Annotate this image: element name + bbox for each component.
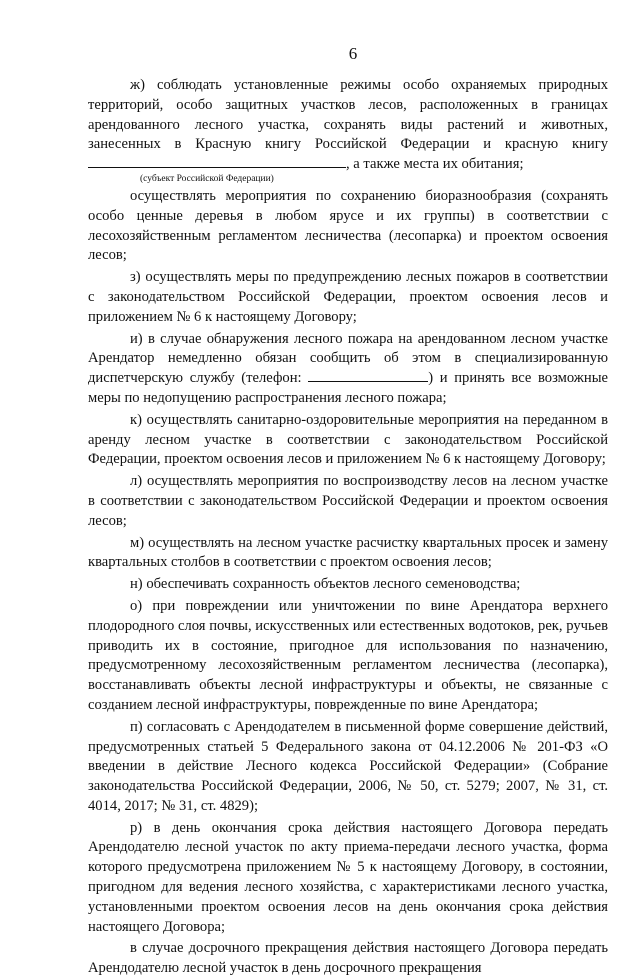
clause-i	[88, 330, 608, 409]
clause-biodiversity: осуществлять мероприятия по сохранению биоразнообразия (сохранять особо ценные деревья в любом ярусе и их группы) в соответствии с лесохозяйственным регламентом лесничества (лесопарка) и проектом освоения лесов;	[88, 187, 608, 264]
subject-caption: (субъект Российской Федерации)	[140, 173, 274, 184]
clause-m: м) осуществлять на лесном участке расчистку квартальных просек и замену квартальных столбов в соответствии с проектом освоения лесов;	[88, 534, 608, 571]
clause-zh-line-2: территорий, особо защитных участков лесов, расположенных в границах	[88, 96, 608, 113]
clause-i-start: и) в случае обнаружения лесного пожара на арендованном лесном участке Арендатор немедленно обязан сообщить об этом в специализированную диспетчерскую службу (телефон:	[88, 330, 608, 387]
phone-blank	[308, 381, 428, 382]
clause-z: з) осуществлять меры по предупреждению лесных пожаров в соответствии с законодательством Российской Федерации, проектом освоения лесов и приложением № 6 к настоящему Договору;	[88, 269, 608, 325]
clause-l: л) осуществлять мероприятия по воспроизводству лесов на лесном участке в соответствии с законодательством Российской Федерации и проектом освоения лесов;	[88, 473, 608, 529]
clause-early-termination: в случае досрочного прекращения действия настоящего Договора передать Арендодателю лесной участок в день досрочного прекращения	[88, 940, 608, 977]
clause-p: п) согласовать с Арендодателем в письменной форме совершение действий, предусмотренных статьей 5 Федерального закона от 04.12.2006 № 201-ФЗ «О введении в действие Лесного кодекса Российской Федерации» (Собрание законодательства Российской Федерации, 2006, № 50, ст. 5279; 2007, № 31, ст. 4014, 2017; № 31, ст. 4829);	[88, 718, 608, 814]
clause-r: р) в день окончания срока действия настоящего Договора передать Арендодателю лесной участок по акту приема-передачи лесного участка, форма которого предусмотрена приложением № 5 к настоящему Договору, в состоянии, пригодном для ведения лесного хозяйства, с характеристиками лесного участка, установленными проектом освоения лесов на день окончания срока действия настоящего Договора;	[88, 819, 608, 935]
clause-o: о) при повреждении или уничтожении по вине Арендатора верхнего плодородного слоя почвы, искусственных или естественных водотоков, рек, ручьев приводить их в состояние, пригодное для использования по назначению, предусмотренному лесохозяйственным регламентом лесничества (лесопарка), восстанавливать объекты лесной инфраструктуры и объекты, не связанные с созданием лесной инфраструктуры, поврежденные по вине Арендатора;	[88, 597, 608, 713]
clause-zh-line-3: арендованного лесного участка, сохранять виды растений и животных,	[88, 116, 608, 133]
clause-k: к) осуществлять санитарно-оздоровительные мероприятия на переданном в аренду лесном участке в соответствии с законодательством Российской Федерации, проектом освоения лесов и приложением № 6 к настоящему Договору;	[88, 411, 608, 468]
clause-zh-line-1: ж) соблюдать установленные режимы особо охраняемых природных	[130, 77, 608, 93]
clause-i-end: ) и принять все возможные меры по недопущению распространения лесного пожара;	[88, 370, 608, 406]
subject-blank	[88, 167, 346, 168]
clause-zh-line-4: занесенных в Красную книгу Российской Федерации и красную книгу	[88, 136, 608, 153]
clause-n: н) обеспечивать сохранность объектов лесного семеноводства;	[130, 576, 521, 593]
clause-zh-tail: , а также места их обитания;	[346, 156, 524, 173]
page-number: 6	[348, 44, 358, 63]
clause-zh	[88, 76, 608, 185]
